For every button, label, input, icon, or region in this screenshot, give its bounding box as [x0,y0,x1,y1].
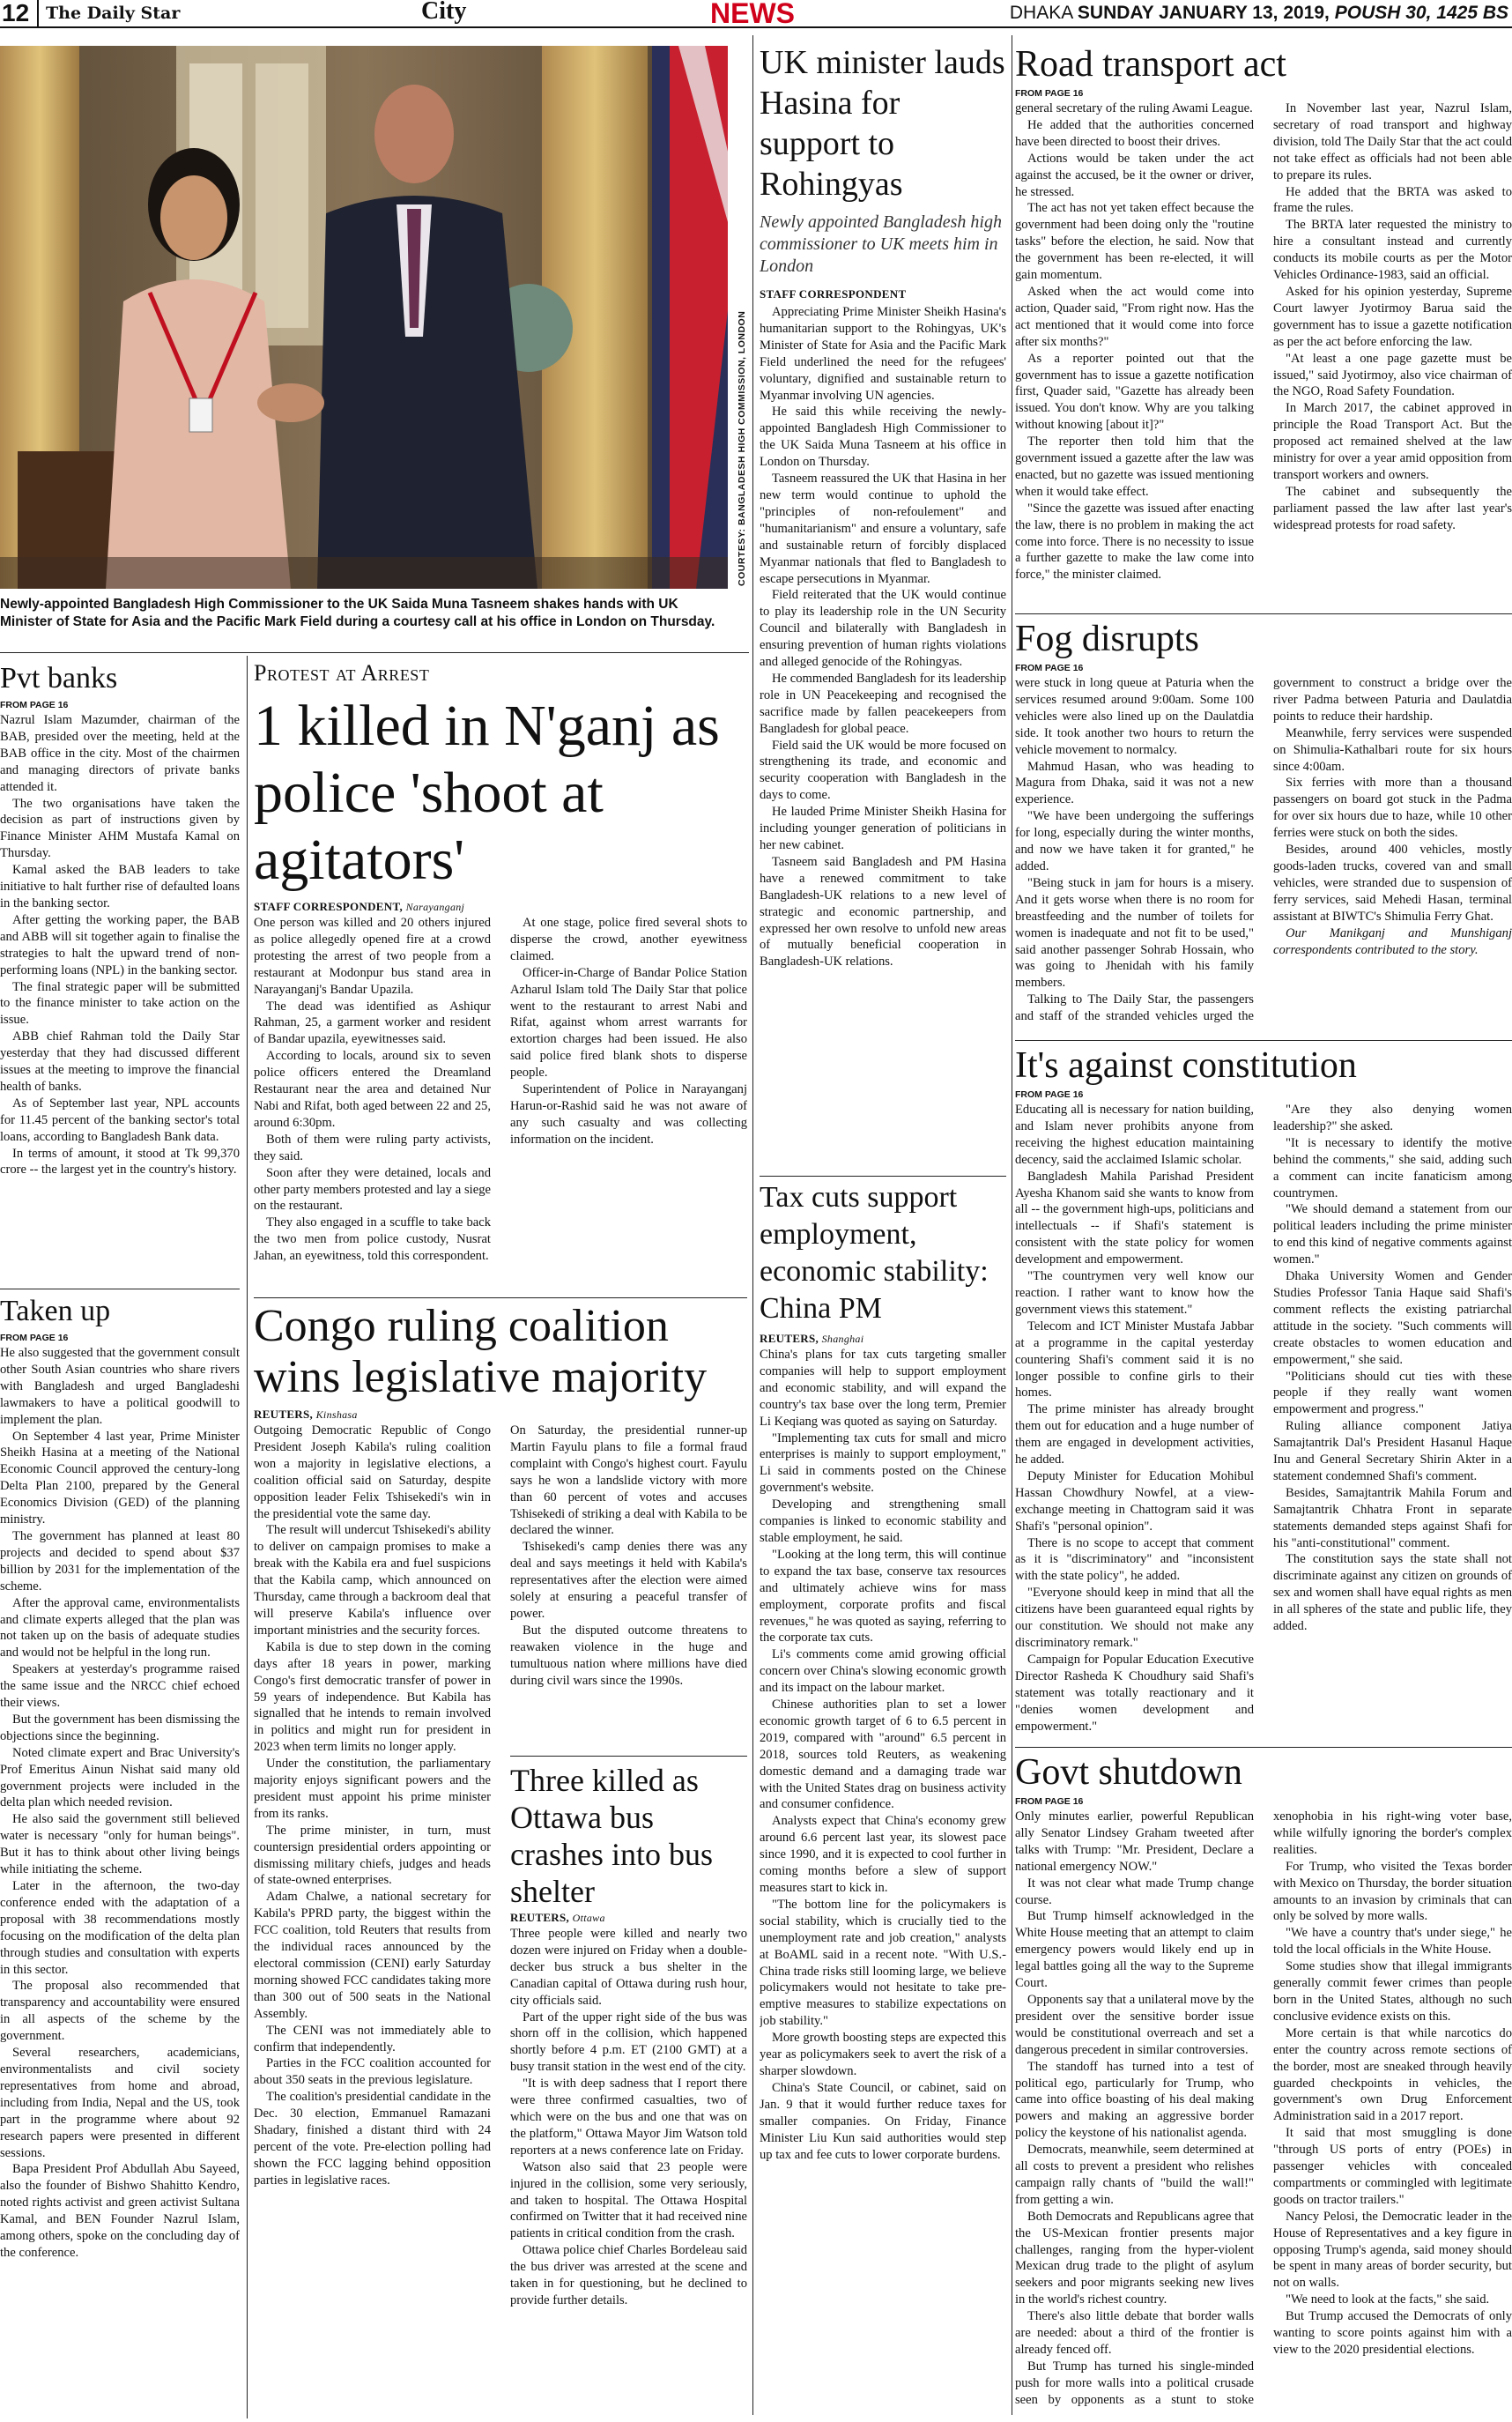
paragraph: For Trump, who visited the Texas border with Mexico on Thursday, the border situation amounts to an invasion by criminals that can only be solved by more walls. [1273,1859,1512,1924]
paragraph: "Since the gazette was issued after enacting the law, there is no problem in making the act come into force. There is no necessity to issue a further gazette to make the law come into force," the minister claimed. [1015,501,1254,583]
headline-uk-minister: UK minister lauds Hasina for support to Rohingyas [760,44,1005,203]
headline-ottawa: Three killed as Ottawa bus crashes into bus shelter [510,1763,713,1909]
byline-nganj-name: STAFF CORRESPONDENT, [254,900,403,913]
paragraph: Li's comments come amid growing official concern over China's slowing economic growth and its impact on the labour market. [760,1647,1006,1696]
paragraph: But the disputed outcome threatens to reawaken violence in the huge and tumultuous nation where millions have died during civil wars since the 1990s. [510,1623,747,1688]
paragraph: In terms of amount, it stood at Tk 99,370 crore -- the largest yet in the country's history. [0,1146,240,1178]
headline-fog: Fog disrupts [1015,619,1199,659]
paragraph: He added that the BRTA was asked to frame the rules. [1273,184,1512,216]
paragraph: It was not clear what made Trump change course. [1015,1876,1254,1907]
paragraph: The reporter then told him that the government issued a gazette after the law was enacted, but no gazette was issued mentioning when it would take effect. [1015,435,1254,499]
paragraph: The act has not yet taken effect because the government had been doing only the "routine tasks" before the election, he said. Now that the government has been re-elected, it will gain momentum. [1015,201,1254,283]
paragraph: were stuck in long queue at Paturia when the services resumed around 9:00am. Some 100 vehicles were also lined up on the Daulatdia side. It took another two hours to return the vehicle movement to normalcy. [1015,676,1254,757]
paragraph: "We need to look at the facts," she said. [1286,2292,1490,2307]
paragraph: "At least a one page gazette must be issued," said Jyotirmoy, also vice chairman of the NGO, Road Safety Foundation. [1273,351,1512,399]
byline-ottawa-place: Ottawa [572,1912,605,1924]
paragraph: Meanwhile, ferry services were suspended on Shimulia-Kathalbari route for six hours since 4:00am. [1273,725,1512,774]
paragraph: Kabila is due to step down in the coming days after 18 years in power, marking Congo's first democratic transfer of power in 59 years of independence. But Kabila has signalled that he intends to remain involved in politics and might run for president in 2023 when term limits no longer apply. [254,1639,491,1755]
lead-photo [0,46,728,589]
paragraph: He commended Bangladesh for its leadership role in UN Peacekeeping and recognised the sacrifice made by fallen peacekeepers from Bangladesh for global peace. [760,671,1006,736]
paragraph: Bapa President Prof Abdullah Abu Sayeed, also the founder of Bishwo Shahitto Kendro, noted rights activist and green activist Sultana Kamal, and BEN Founder Nazrul Islam, among others, spoke on the concluding day of the conference. [0,2162,240,2260]
divider [1015,613,1512,614]
paragraph: Analysts expect that China's economy grew around 6.6 percent last year, its slowest pace since 1990, and it is expected to cool further in coming months before a slew of support measures start to kick in. [760,1814,1006,1895]
paragraph: The government has planned at least 80 projects and decided to spend about $37 billion by 2031 for the implementation of the scheme. [0,1528,240,1594]
section-label: NEWS [710,0,795,29]
byline-congo-name: REUTERS, [254,1408,314,1421]
paragraph: Field reiterated that the UK would continue to play its leadership role in the UN Security Council and bilaterally with Bangladesh in ensuring prevention of human rights violations and alleged genocide of the Rohingyas. [760,588,1006,670]
paragraph: Democrats, meanwhile, seem determined at all costs to prevent a president who relishes campaign rally chants of "build the wall!" from getting a win. [1015,2143,1254,2207]
paragraph: But Trump himself acknowledged in the White House meeting that an attempt to claim emergency powers would likely end up in legal battles going all the way to the Supreme Court. [1015,1909,1254,1991]
paragraph: Actions would be taken under the act against the accused, be it the owner or driver, he stressed. [1015,151,1254,199]
body-congo-col2 [510,1423,747,1750]
paragraph: More growth boosting steps are expected this year as policymakers seek to avert the risk of a sharper slowdown. [760,2031,1006,2078]
article-ottawa [510,1756,747,2309]
article-road-transport [1015,42,1512,608]
paragraph: The cabinet and subsequently the parliament passed the law after last year's widespread protests for road safety. [1273,484,1512,532]
divider [752,35,753,2415]
paragraph: In November last year, Nazrul Islam, secretary of road transport and highway division, told The Daily Star that the act could not take effect as officials had not been able to prepare its rules. [1273,101,1512,182]
paragraph: Ruling alliance component Jatiya Samajtantrik Dal's President Hasanul Haque Inu and General Secretary Shirin Akter in a statement condemned Shafi's comment. [1273,1419,1512,1483]
headline-against-constitution: It's against constitution [1015,1045,1357,1086]
masthead [0,0,1512,28]
kicker-nganj: Protest at Arrest [254,660,430,686]
paragraph: The result will undercut Tshisekedi's ability to deliver on campaign promises to make a break with the Kabila era and fuel suspicions that the Kabila camp, which announced on Thursday, came through a backroom deal that will preserve Kabila's influence over important ministries and the security forces. [254,1523,491,1638]
paragraph: Later in the afternoon, the two-day conference ended with the adaptation of a proposal with 38 recommendations mostly focusing on the modification of the delta plan through studies and consultation with experts in this sector. [0,1879,240,1977]
paragraph: Talking to The Daily Star, the passengers and staff of the stranded vehicles urged the government to construct a bridge over the river Padma between Paturia and Daulatdia points to reduce their hardship. [1015,676,1512,1024]
divider [254,1297,747,1298]
paragraph: Tshisekedi's camp denies there was any deal and says meetings it held with Kabila's representatives after the election were aimed solely at ensuring a peaceful transfer of power. [510,1540,747,1621]
divider [1015,1040,1512,1041]
headline-congo: Congo ruling coalition wins legislative majority [254,1301,708,1402]
paragraph: Besides, Samajtantrik Mahila Forum and Samajtantrik Chhatra Front in separate statements demanded steps against Shafi for his "anti-constitutional" comment. [1273,1485,1512,1550]
body-govt-shutdown [1015,1809,1512,2418]
paragraph: "Being stuck in jam for hours is a misery. And it gets worse when there is no room for breastfeeding and the number of toilets for women is inadequate and not fit to be used," said another passenger Sohrab Hossain, who was going to Jhenidah with his family members. [1015,875,1254,991]
paragraph: Chinese authorities plan to set a lower economic growth target of 6 to 6.5 percent in 2019, compared with "around" 6.5 percent in 2018, sources told Reuters, as weakening domestic demand and a damaging trade war with the United States drag on business activity and consumer confidence. [760,1698,1006,1812]
headline-china: Tax cuts support employment, economic stability: China PM [760,1181,989,1325]
paragraph: In March 2017, the cabinet approved in principle the Road Transport Act. But the proposed act remained shelved at the law ministry for over a year amid opposition from transport workers and owners. [1273,401,1512,482]
paragraph: The prime minister, in turn, must countersign presidential orders appointing or dismissing military chiefs, judges and heads of state-owned enterprises. [254,1823,491,1888]
paragraph: Dhaka University Women and Gender Studies Professor Tania Haque said Shafi's comment reflects the existing patriarchal attitude in the society. "Such comments will create obstacles to women education and empowerment," she said. [1273,1269,1512,1367]
paragraph: "Politicians should cut ties with these people if they really want women empowerment and progress." [1273,1369,1512,1417]
paragraph: The prime minister has already brought them out for education and a huge number of them are engaged in development activities, he added. [1015,1402,1254,1467]
paragraph: "The countrymen very well know our reaction. I rather want to know how the government views this statement." [1015,1269,1254,1317]
paragraph: ABB chief Rahman told the Daily Star yesterday that they had discussed different issues at the meeting to improve the financial health of banks. [0,1029,240,1094]
section-name: City [421,0,467,25]
paragraph: Only minutes earlier, powerful Republican ally Senator Lindsey Graham tweeted after talks with Trump: "Mr. President, Declare a national emergency NOW." [1015,1809,1254,1874]
paragraph: But Trump accused the Democrats of only wanting to score points against him with a view to the 2020 presidential elections. [1273,2309,1512,2357]
paragraph: Developing and strengthening small companies is linked to economic stability and stable employment, he said. [760,1497,1006,1545]
body-road-transport [1015,100,1512,601]
photo-courtesy [737,310,751,586]
paragraph: Officer-in-Charge of Bandar Police Station Azharul Islam told The Daily Star that police went to the restaurant to arrest Nabi and Rifat, against whom arrest warrants for extortion charges had been issued. He also said police fired blank shots to disperse people. [510,965,747,1081]
byline-nganj-place: Narayanganj [405,901,465,913]
byline-ottawa-name: REUTERS, [510,1911,570,1924]
body-pvt-banks [0,712,240,1178]
paragraph: The BRTA later requested the ministry to hire a consultant instead and currently conducts its mobile courts as per the Motor Vehicles Ordinance-1983, said an official. [1273,218,1512,283]
dateline-against-constitution: FROM PAGE 16 [1015,1089,1084,1100]
paragraph: "The bottom line for the policymakers is social stability, which is crucially tied to the unemployment rate and job creation," analysts at BoAML said in a recent note. "With U.S.-China trade risks still looming large, we believe policymakers would not hesitate to take pre-emptive measures to stabilize expectations on job stability." [760,1897,1006,2029]
paragraph: Part of the upper right side of the bus was shorn off in the collision, which happened shortly before 4 p.m. ET (2100 GMT) at a busy transit station in the west end of the city. [510,2010,747,2075]
headline-govt-shutdown: Govt shutdown [1015,1752,1242,1793]
paragraph: They also engaged in a scuffle to take back the two men from police custody, Nusrat Jahan, an eyewitness, told this correspondent. [254,1215,491,1264]
paragraph: "It is necessary to identify the motive behind the comments," she said, adding such a comment can incite fanaticism among countrymen. [1273,1135,1512,1200]
body-china [760,1347,1006,2163]
paragraph: The final strategic paper will be submitted to the finance minister to take action on the issue. [0,979,240,1028]
paragraph: "It is with deep sadness that I report there were three confirmed casualties, two of which were on the bus and one that was on the platform," Ottawa Mayor Jim Watson told reporters at a news conference late on Friday. [510,2077,747,2158]
paragraph: Appreciating Prime Minister Sheikh Hasina's humanitarian support to the Rohingyas, UK's Minister of State for Asia and the Pacific Mark Field underlined the need for the refugees' voluntary, dignified and sustainable return to Myanmar involving UN agencies. [760,305,1006,403]
paragraph: Kamal asked the BAB leaders to take initiative to halt further rise of defaulted loans in the banking sector. [0,863,240,910]
byline-uk-minister: STAFF CORRESPONDENT [760,287,907,301]
paragraph: He said this while receiving the newly-appointed Bangladesh High Commissioner to the UK Saida Muna Tasneem at his office in London on Thursday. [760,405,1006,470]
paragraph: "We have been undergoing the sufferings for long, especially during the winter months, and now we have taken it for granted," he added. [1015,809,1254,873]
paragraph: Parties in the FCC coalition accounted for about 350 seats in the previous legislature. [254,2056,491,2088]
paragraph: general secretary of the ruling Awami League. [1015,101,1253,115]
paragraph: On September 4 last year, Prime Minister Sheikh Hasina at a meeting of the National Economic Council approved the century-long Delta Plan 2100, prepared by the General Economics Division (GED) of the planning ministry. [0,1429,240,1527]
paragraph: Under the constitution, the parliamentary majority enjoys significant powers and the president must appoint his prime minister from its ranks. [254,1757,491,1821]
paragraph: Soon after they were detained, locals and other party members protested and lay a siege on the restaurant. [254,1165,491,1214]
paragraph: The standoff has turned into a test of political ego, particularly for Trump, who came into office boasting of his deal making powers and making an aggressive border policy the keystone of his nationalist agenda. [1015,2059,1254,2141]
paragraph: Nancy Pelosi, the Democratic leader in the House of Representatives and a key figure in opposing Trump's agenda, said money should be spent in many areas of border security, but not on walls. [1273,2209,1512,2291]
headline-taken-up: Taken up [0,1295,111,1327]
body-taken-up [0,1345,240,2262]
paragraph: "We have a country that's under siege," he told the local officials in the White House. [1273,1926,1512,1958]
paragraph: Campaign for Popular Education Executive Director Rasheda K Choudhury said Shafi's statement was totally reactionary and it "denies women development and empowerment." [1015,1652,1254,1734]
date-main: SUNDAY JANUARY 13, 2019, [1077,3,1330,23]
article-taken-up [0,1292,240,2420]
article-china [760,1179,1006,2420]
subhead-uk-minister: Newly appointed Bangladesh high commissioner to UK meets him in London [760,212,1002,276]
headline-road-transport: Road transport act [1015,44,1286,85]
paragraph: Asked when the act would come into action, Quader said, "From right now. Has the act mentioned that it would come into force after six months?" [1015,284,1254,349]
paragraph: Both Democrats and Republicans agree that the US-Mexican frontier presents major challenges, ranging from the hyper-violent Mexican drug trade to the plight of asylum seekers and poor migrants seeking new lives in the world's richest country. [1015,2209,1254,2307]
paragraph: One person was killed and 20 others injured as police allegedly opened fire at a crowd protesting the arrest of two people from a restaurant at Modonpur bus stand area in Narayanganj's Bandar Upazila. [254,916,491,997]
paragraph: Outgoing Democratic Republic of Congo President Joseph Kabila's ruling coalition won a majority in legislative elections, a coalition official said on Saturday, despite opposition leader Felix Tshisekedi's win in the presidential vote the same day. [254,1423,491,1521]
body-against-constitution [1015,1102,1512,1740]
byline-nganj [254,899,747,915]
paragraph: Mahmud Hasan, who was heading to Magura from Dhaka, said it was not a new experience. [1015,759,1254,807]
article-uk-minister [760,42,1006,1172]
paragraph: But Trump has turned his single-minded push for more walls into a political crusade seen by opponents as a stunt to stoke xenophobia in his right-wing voter base, while wilfully ignoring the border's complex realities. [1015,1809,1512,2407]
paragraph: Besides, around 400 vehicles, mostly goods-laden trucks, covered van and small vehicles, were stranded due to suspension of ferry services, said Mehedi Hasan, terminal assistant at BIWTC's Shimulia Ferry Ghat. [1273,843,1512,924]
paragraph: The dead was identified as Ashiqur Rahman, 25, a garment worker and resident of Bandar upazila, eyewitnesses said. [254,999,491,1047]
byline-china-name: REUTERS, [760,1332,819,1345]
paragraph: "We should demand a statement from our political leaders including the prime minister to end this kind of negative comments against women." [1273,1202,1512,1267]
paragraph: Ottawa police chief Charles Bordeleau said the bus driver was arrested at the scene and taken in for questioning, but he declined to provide further details. [510,2243,747,2307]
paragraph: There's also little debate that border walls are needed: about a third of the frontier is already fenced off. [1015,2309,1254,2357]
dateline-road-transport: FROM PAGE 16 [1015,88,1084,99]
paragraph: Opponents say that a unilateral move by the president over the sensitive border issue would be constitutional overreach and set a dangerous precedent in similar controversies. [1015,1992,1254,2057]
paragraph: As of September last year, NPL accounts for 11.45 percent of the banking sector's total loans, according to Bangladesh Bank data. [0,1096,240,1144]
paragraph: The proposal also recommended that transparency and accountability were ensured in all aspects of the scheme by the government. [0,1979,240,2044]
photo-courtesy-text: COURTESY: BANGLADESH HIGH COMMISSION, LONDON [737,310,747,586]
paragraph: Telecom and ICT Minister Mustafa Jabbar at a programme in the capital yesterday countering Shafi's comment said it is no longer possible to confine girls to their homes. [1015,1319,1254,1400]
paragraph: The coalition's presidential candidate in the Dec. 30 election, Emmanuel Ramazani Shadary, finished a distant third with 24 percent of the vote. Pre-election polling had shown the FCC lagging behind opposition parties in legislative races. [254,2090,491,2188]
paragraph: Some studies show that illegal immigrants generally commit fewer crimes than people born in the United States, although no such conclusive evidence exists on this. [1273,1959,1512,2024]
byline-congo-place: Kinshasa [315,1408,358,1421]
paragraph: Nazrul Islam Mazumder, chairman of the BAB, presided over the meeting, held at the BAB office in the city. Most of the chairmen and managing directors of private banks attended it. [0,713,240,794]
body-uk-minister [760,304,1006,970]
article-fog [1015,617,1512,1035]
paragraph: But the government has been dismissing the objections since the beginning. [0,1712,240,1743]
paragraph: Asked for his opinion yesterday, Supreme Court lawyer Jyotirmoy Barua said the government has to issue a gazette notification as per the act before enforcing the law. [1273,284,1512,349]
dateline-fog: FROM PAGE 16 [1015,663,1084,673]
paragraph: There is no scope to accept that comment as it is "discriminatory" and "inconsistent with the state policy", he added. [1015,1535,1254,1584]
paragraph: Adam Chalwe, a national secretary for Kabila's PPRD party, the biggest within the FCC coalition, told Reuters that results from the individual races announced by the electoral commission (CENI) early Saturday morning showed FCC candidates taking more than 300 out of 500 seats in the National Assembly. [254,1890,491,2021]
date-bangla: POUSH 30, 1425 BS [1334,3,1508,23]
body-congo-col1 [254,1423,491,2410]
article-govt-shutdown [1015,1750,1512,2420]
paragraph: China's State Council, or cabinet, said on Jan. 9 that it would further reduce taxes for smaller companies. On Friday, Finance Minister Liu Kun said authorities would step up tax and fee cuts to lower corporate burdens. [760,2080,1006,2162]
article-against-constitution [1015,1044,1512,1745]
paragraph: Tasneem said Bangladesh and PM Hasina have a renewed commitment to take Bangladesh-UK relations to a new level of strategic and economic partnership, and expressed her own resolve to unfold new areas of mutually beneficial cooperation in Bangladesh-UK relations. [760,854,1006,970]
paragraph: After the approval came, environmentalists and climate experts alleged that the plan was not taken up on the basis of adequate studies and would not be helpful in the long run. [0,1595,240,1660]
paper-name: The Daily Star [37,0,180,26]
dateline-taken-up: FROM PAGE 16 [0,1333,69,1343]
handshake-photo-illustration [0,46,728,589]
paragraph: More certain is that while narcotics do enter the country across remote sections of the border, most are sneaked through heavily guarded checkpoints in vehicles, the government's own Drug Enforcement Administration said in a 2017 report. [1273,2025,1512,2124]
paragraph: He also suggested that the government consult other South Asian countries who share rivers with Bangladesh and urged Bangladeshi lawmakers to have a political goodwill to implement the plan. [0,1346,240,1427]
page-number: 12 [2,0,30,26]
byline-congo [254,1407,747,1423]
paragraph: At one stage, police fired several shots to disperse the crowd, another eyewitness claimed. [510,916,747,963]
paragraph: After getting the working paper, the BAB and ABB will sit together again to finalise the strategies to halt the upward trend of non-performing loans (NPL) in the banking sector. [0,912,240,977]
paragraph: Superintendent of Police in Narayanganj Harun-or-Rashid said he was not aware of any such casualty and was collecting information on the incident. [510,1082,747,1147]
paragraph: "Are they also denying women leadership?" she asked. [1273,1103,1512,1133]
byline-china [760,1331,1006,1347]
divider [1015,1747,1512,1748]
paragraph: It said that most smuggling is done "through US ports of entry (POEs) in passenger vehicles with concealed compartments or commingled with legitimate goods on tractor trailers." [1273,2126,1512,2207]
paragraph: Noted climate expert and Brac University's Prof Emeritus Ainun Nishat said many old government projects were included in the delta plan which needed revision. [0,1745,240,1810]
story-credit: Our Manikganj and Munshiganj correspondents contributed to the story. [1273,925,1512,957]
paragraph: He also said the government still believed water is necessary "only for human beings". But it has to think about other living beings while initiating the scheme. [0,1812,240,1877]
body-nganj [254,915,747,1285]
paragraph: On Saturday, the presidential runner-up Martin Fayulu plans to file a formal fraud complaint with Congo's highest court. Fayulu says he won a landslide victory with more than 60 percent of votes and accuses Tshisekedi of striking a deal with Kabila to be declared the winner. [510,1423,747,1538]
paragraph: China's plans for tax cuts targeting smaller companies will help to support employment and economic stability, and will expand the country's tax base over the long term, Premier Li Keqiang was quoted as saying on Saturday. [760,1348,1006,1429]
paragraph: Bangladesh Mahila Parishad President Ayesha Khanom said she wants to know from all -- the government high-ups, politicians and intellectuals -- if Shafi's statement is consistent with the state policy for women development and empowerment. [1015,1169,1254,1267]
article-congo [254,1301,747,2420]
byline-ottawa [510,1910,747,1926]
paragraph: The two organisations have taken the decision as part of instructions given by Finance Minister AHM Mustafa Kamal on Thursday. [0,796,240,861]
paragraph: The constitution says the state shall not discriminate against any citizen on grounds of sex and women shall have equal rights as men in all spheres of the state and public life, they added. [1273,1552,1512,1634]
byline-china-place: Shanghai [821,1333,864,1345]
dateline-govt-shutdown: FROM PAGE 16 [1015,1796,1084,1807]
date-city: DHAKA [1009,3,1073,23]
paragraph: Six ferries with more than a thousand passengers on board got stuck in the Padma for over six hours due to haze, while 10 other ferries were stuck on both the sides. [1273,776,1512,841]
paragraph: He added that the authorities concerned have been directed to boost their drives. [1015,117,1254,149]
paragraph: Speakers at yesterday's programme raised the same issue and the NRCC chief echoed their views. [0,1662,240,1711]
paragraph: Three people were killed and nearly two dozen were injured on Friday when a double-decker bus struck a bus shelter in the Canadian capital of Ottawa during rush hour, city officials said. [510,1927,747,2008]
paragraph: The CENI was not immediately able to confirm that independently. [254,2023,491,2054]
paragraph: As a reporter pointed out that the government has to issue a gazette notification first, Quader said, "Gazette has already been issued. You don't know. Why are you talking without knowing [about it]?" [1015,351,1254,433]
article-pvt-banks [0,659,240,1287]
divider [0,652,749,653]
paragraph: Deputy Minister for Education Mohibul Hassan Chowdhury Nowfel, at a view-exchange meeting in Chattogram said it was Shafi's "personal opinion". [1015,1468,1254,1534]
paragraph: "Looking at the long term, this will continue to expand the tax base, conserve tax resources and ultimately achieve wins for mass employment, corporate profits and fiscal revenues," he was quoted as saying, referring to the corporate tax cuts. [760,1547,1006,1646]
paragraph: Several researchers, academicians, environmentalists and civil society representatives from home and abroad, including from India, Nepal and the US, took part in the programme where about 92 research papers were presented in different sessions. [0,2046,240,2160]
headline-nganj: 1 killed in N'ganj as police 'shoot at agitators' [254,694,720,892]
dateline-pvt-banks: FROM PAGE 16 [0,700,69,710]
congo-col2 [510,1423,747,2410]
congo-columns [254,1423,747,2410]
paragraph: Educating all is necessary for nation building, and Islam never prohibits anyone from receiving the highest education maintaining decency, said the acclaimed Islamic scholar. [1015,1103,1254,1167]
paragraph: Watson also said that 23 people were injured in the collision, some very seriously, and taken to hospital. The Ottawa Hospital confirmed on Twitter that it had received nine patients in critical condition from the crash. [510,2159,747,2241]
paragraph: He lauded Prime Minister Sheikh Hasina for including younger generation of politicians in her new cabinet. [760,805,1006,852]
photo-caption: Newly-appointed Bangladesh High Commissioner to the UK Saida Muna Tasneem shakes hands with UK Minister of State for Asia and the Pacific Mark Field during a courtesy call at his office in London on Thursday. [0,597,715,629]
paragraph: Tasneem reassured the UK that Hasina in her new term would continue to uphold the "principles of non-refoulement" and "humanitarianism" and ensure a voluntary, safe and sustainable return of forcibly displaced Myanmar nationals that fled to Bangladesh to escape persecutions in Myanmar. [760,472,1006,586]
body-ottawa [510,1926,747,2309]
divider [247,656,248,2418]
paragraph: Both of them were ruling party activists, they said. [254,1132,491,1163]
headline-pvt-banks: Pvt banks [0,662,118,695]
body-fog [1015,675,1512,1028]
paragraph: Field said the UK would be more focused on strengthening its trade, and economic and security cooperation with Bangladesh in the days to come. [760,738,1006,803]
paragraph: "Implementing tax cuts for small and micro enterprises is mainly to support employment," Li said in comments posted on the Chinese government's website. [760,1430,1006,1496]
paragraph: "Everyone should keep in mind that all the citizens have been guaranteed equal rights by our constitution. We should not make any discriminatory remark." [1015,1586,1254,1650]
paragraph: According to locals, around six to seven police officers entered the Dreamland Restaurant near the area and detained Nur Nabi and Rifat, both aged between 22 and 25, around 6:30pm. [254,1049,491,1130]
article-nganj [254,659,747,1296]
divider [760,1176,1006,1177]
issue-date [1010,0,1508,26]
